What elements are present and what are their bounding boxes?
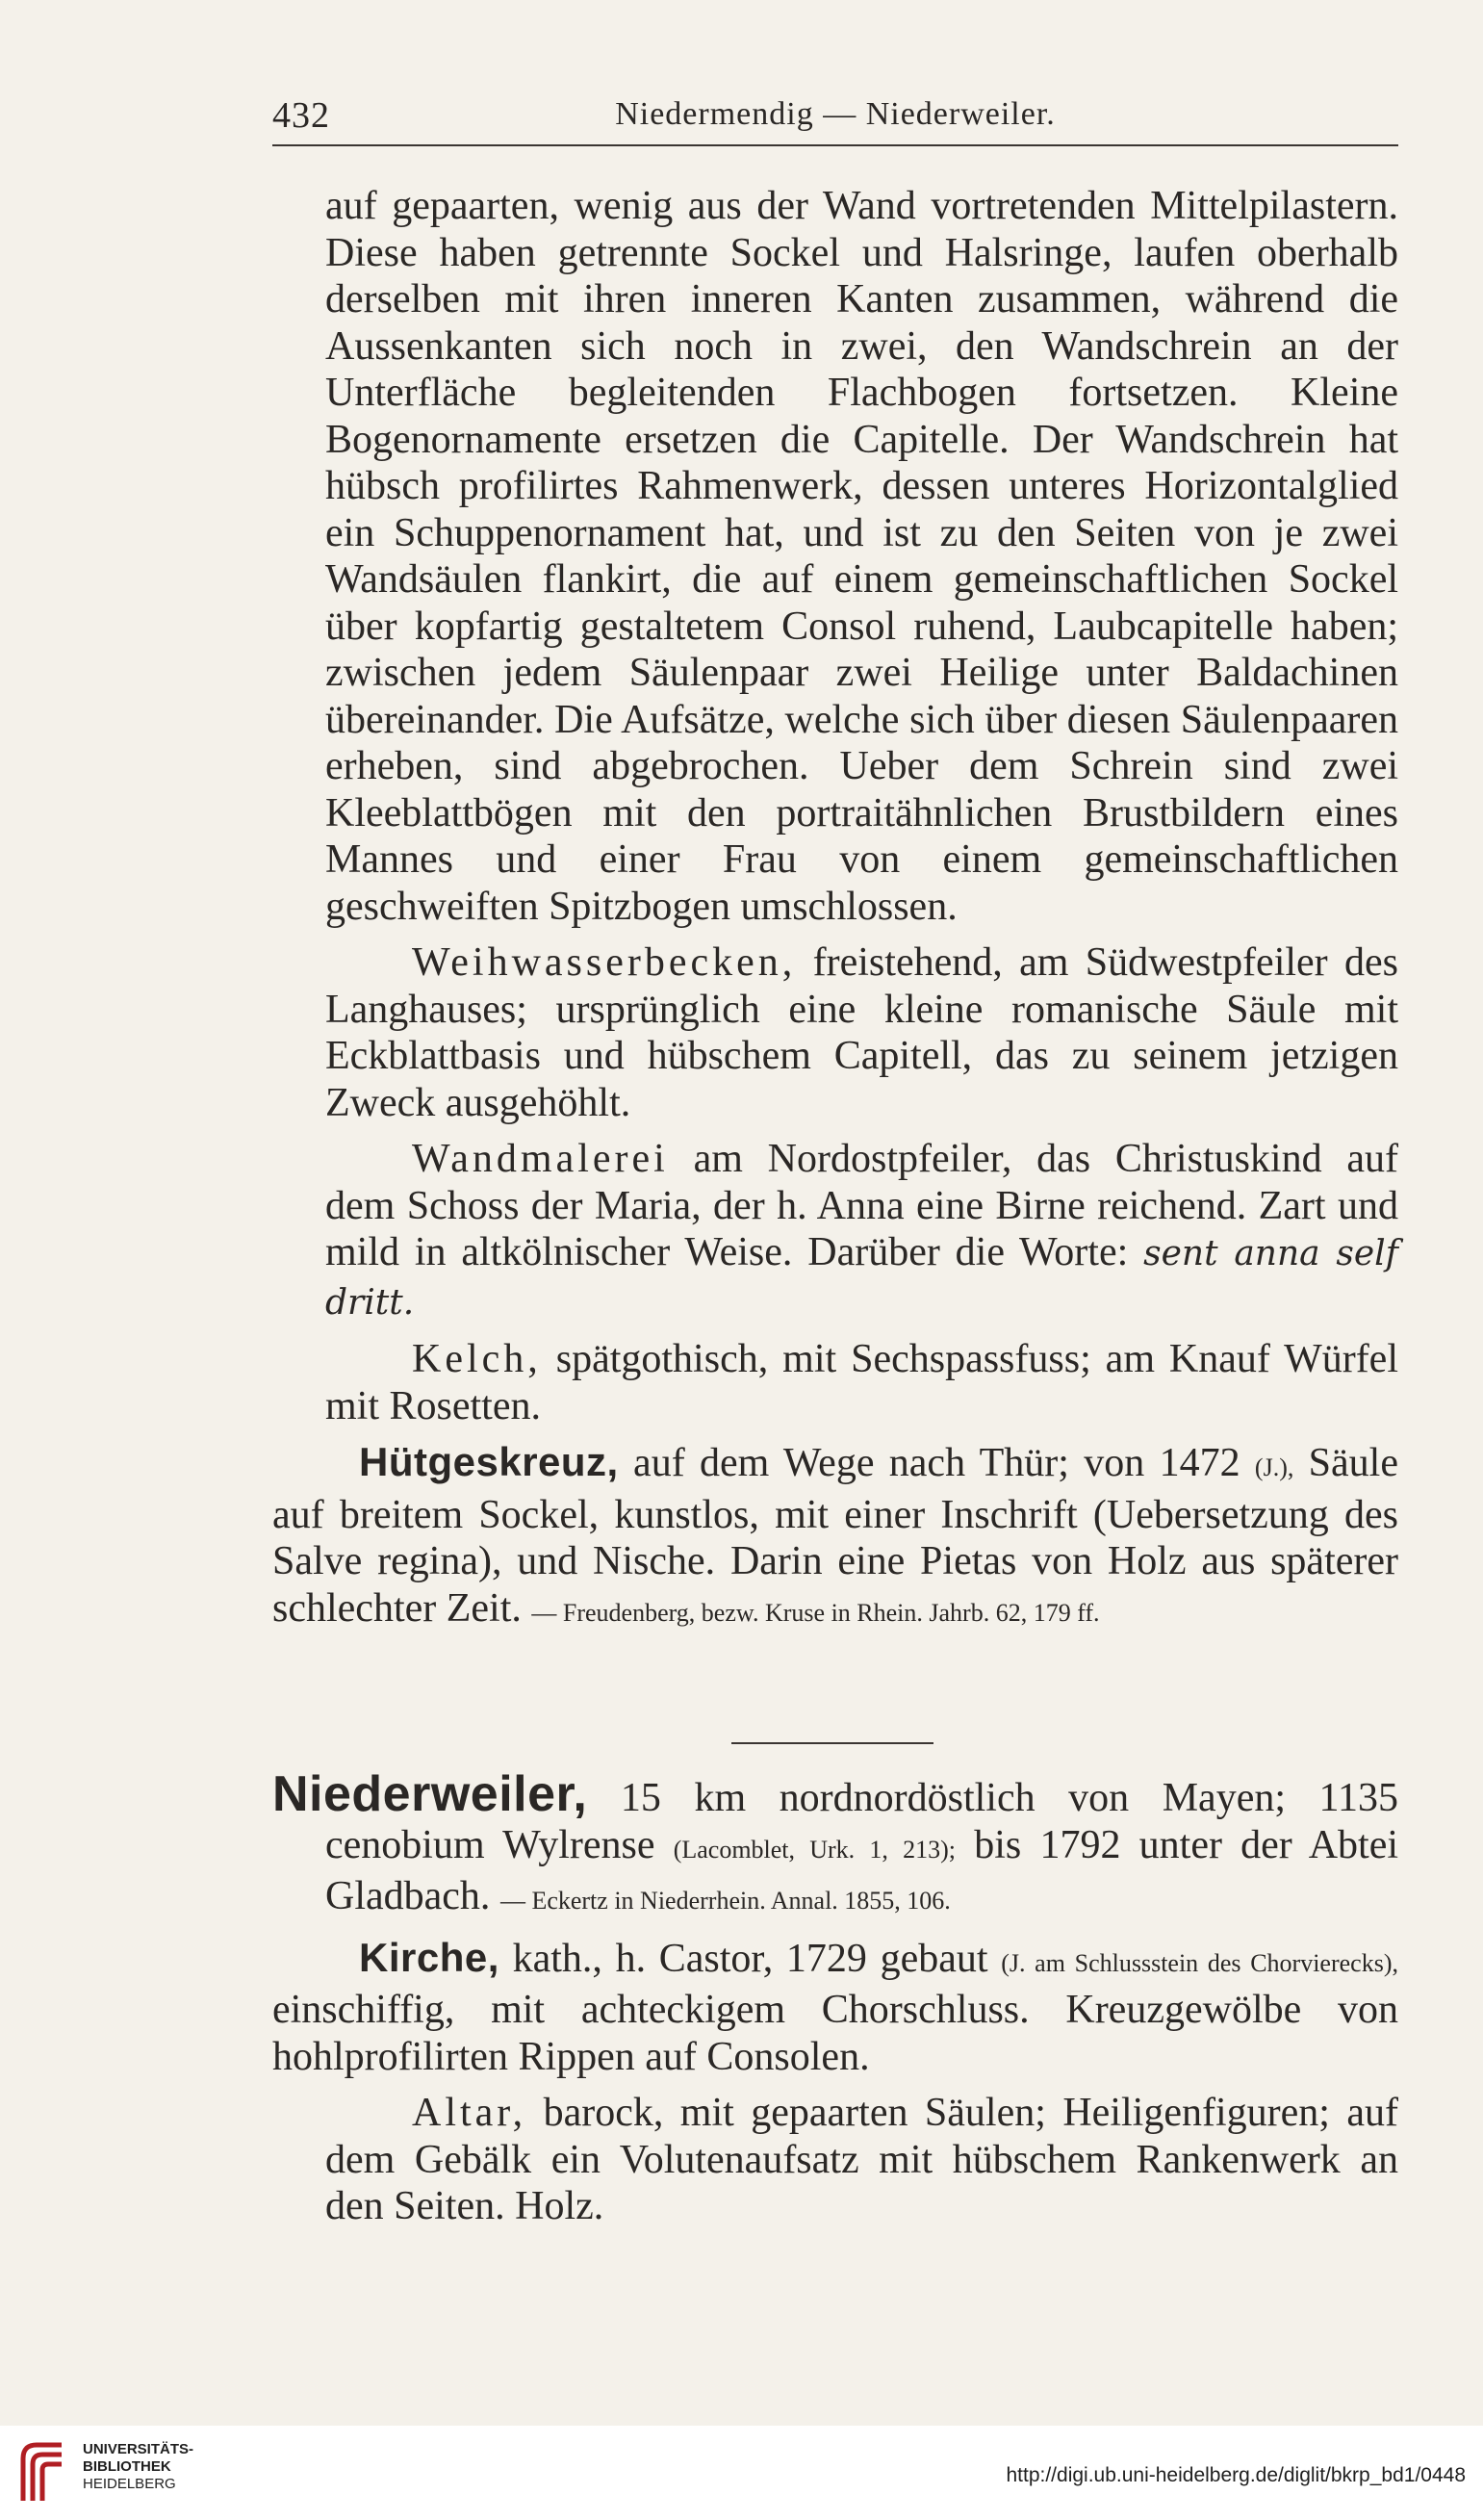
paragraph-altar bbox=[272, 2090, 1398, 2230]
paragraph-text: 15 km nordnordöstlich von Mayen; 1135 cenobium Wylrense bbox=[325, 1776, 1398, 1867]
library-name bbox=[83, 2441, 193, 2493]
library-name-line: HEIDELBERG bbox=[83, 2476, 176, 2492]
section-niederweiler bbox=[272, 1766, 1399, 2240]
inscription-fraktur: sent anna self dritt. bbox=[325, 1234, 1398, 1323]
term-wandmalerei: Wandmalerei bbox=[412, 1137, 669, 1181]
page-number: 432 bbox=[272, 95, 330, 136]
paragraph-text: auf dem Wege nach Thür; von 1472 bbox=[618, 1441, 1255, 1485]
paragraph-mittelpilastern bbox=[272, 183, 1398, 930]
paragraph-text: am Nordostpfeiler, das Christuskind auf dem Schoss der Maria, der h. Anna eine Birne reichend. Zart und mild in altkölnischer Weise. Darüber die Worte: bbox=[325, 1137, 1398, 1274]
paragraph-text: kath., h. Castor, 1729 gebaut bbox=[499, 1936, 1002, 1981]
library-name-line: UNIVERSITÄTS- bbox=[83, 2441, 194, 2457]
paragraph-niederweiler bbox=[272, 1766, 1399, 1925]
paragraph-kirche bbox=[272, 1935, 1398, 2081]
citation-small: — Freudenberg, bezw. Kruse in Rhein. Jahrb. 62, 179 ff. bbox=[531, 1598, 1100, 1627]
citation-small: (Lacomblet, Urk. 1, 213); bbox=[673, 1835, 956, 1864]
paragraph-text: barock, mit gepaarten Säulen; Heiligenfiguren; auf dem Gebälk ein Volutenaufsatz mit hübschem Rankenwerk an den Seiten. Holz. bbox=[325, 2091, 1398, 2228]
paragraph-text: einschiffig, mit achteckigem Chorschluss. Kreuzgewölbe von hohlprofilirten Rippen auf Consolen. bbox=[272, 1988, 1398, 2079]
term-altar: Altar, bbox=[412, 2091, 527, 2135]
citation-small: — Eckertz in Niederrhein. Annal. 1855, 106. bbox=[499, 1887, 951, 1915]
paragraph-text: Säule auf breitem Sockel, kunstlos, mit einer Inschrift (Uebersetzung des Salve regina), und Nische. Darin eine Pietas von Holz aus späterer schlechter Zeit. bbox=[272, 1441, 1398, 1631]
paragraph-kelch bbox=[272, 1336, 1398, 1429]
footer-bar bbox=[0, 2426, 1483, 2520]
library-name-line: BIBLIOTHEK bbox=[83, 2458, 171, 2475]
page-header bbox=[272, 89, 1398, 146]
main-text bbox=[272, 183, 1398, 1646]
paragraph-text: freistehend, am Südwestpfeiler des Langhauses; ursprünglich eine kleine romanische Säule mit Eckblattbasis und hübschem Capitell, das zu seinem jetzigen Zweck ausgehöhlt. bbox=[325, 940, 1398, 1125]
paragraph-text: spätgothisch, mit Sechspassfuss; am Knauf Würfel mit Rosetten. bbox=[325, 1337, 1398, 1428]
term-kelch: Kelch, bbox=[412, 1337, 542, 1381]
citation-small: (J.), bbox=[1254, 1453, 1294, 1481]
source-url-link[interactable]: http://digi.ub.uni-heidelberg.de/diglit/bkrp_bd1/0448 bbox=[1006, 2464, 1466, 2486]
paragraph-text: bis 1792 unter der Abtei Gladbach. bbox=[325, 1822, 1399, 1918]
term-weihwasserbecken: Weihwasserbecken, bbox=[412, 940, 797, 985]
paragraph-huetgeskreuz bbox=[272, 1439, 1398, 1636]
paragraph-wandmalerei bbox=[272, 1136, 1398, 1326]
term-huetgeskreuz: Hütgeskreuz, bbox=[359, 1439, 619, 1484]
section-separator bbox=[731, 1742, 933, 1744]
section-title: Niederweiler, bbox=[272, 1766, 588, 1822]
library-logo-icon bbox=[15, 2437, 69, 2507]
paragraph-weihwasserbecken bbox=[272, 939, 1398, 1126]
running-title: Niedermendig — Niederweiler. bbox=[615, 96, 1056, 132]
citation-small: (J. am Schlussstein des Chorvierecks), bbox=[1001, 1948, 1398, 1977]
term-kirche: Kirche, bbox=[359, 1934, 499, 1980]
header-rule bbox=[272, 144, 1398, 146]
paragraph-text: auf gepaarten, wenig aus der Wand vortretenden Mittelpilastern. Diese haben getrennte Sockel und Halsringe, laufen oberhalb derselben mit ihren inneren Kanten zusammen, während die Aussenkanten sich noch in zwei, den Wandschrein an der Unterfläche begleitenden Flachbogen fortsetzen. Kleine Bogenornamente ersetzen die Capitelle. Der Wandschrein hat hübsch profilirtes Rahmenwerk, dessen unteres Horizontalglied ein Schuppenornament hat, und ist zu den Seiten von je zwei Wandsäulen flankirt, die auf einem gemeinschaftlichen Sockel über kopfartig gestaltetem Consol ruhend, Laubcapitelle haben; zwischen jedem Säulenpaar zwei Heilige unter Baldachinen übereinander. Die Aufsätze, welche sich über diesen Säulenpaaren erheben, sind abgebrochen. Ueber dem Schrein sind zwei Kleeblattbögen mit den portraitähnlichen Brustbildern eines Mannes und einer Frau von einem gemeinschaftlichen geschweiften Spitzbogen umschlossen. bbox=[325, 184, 1398, 929]
